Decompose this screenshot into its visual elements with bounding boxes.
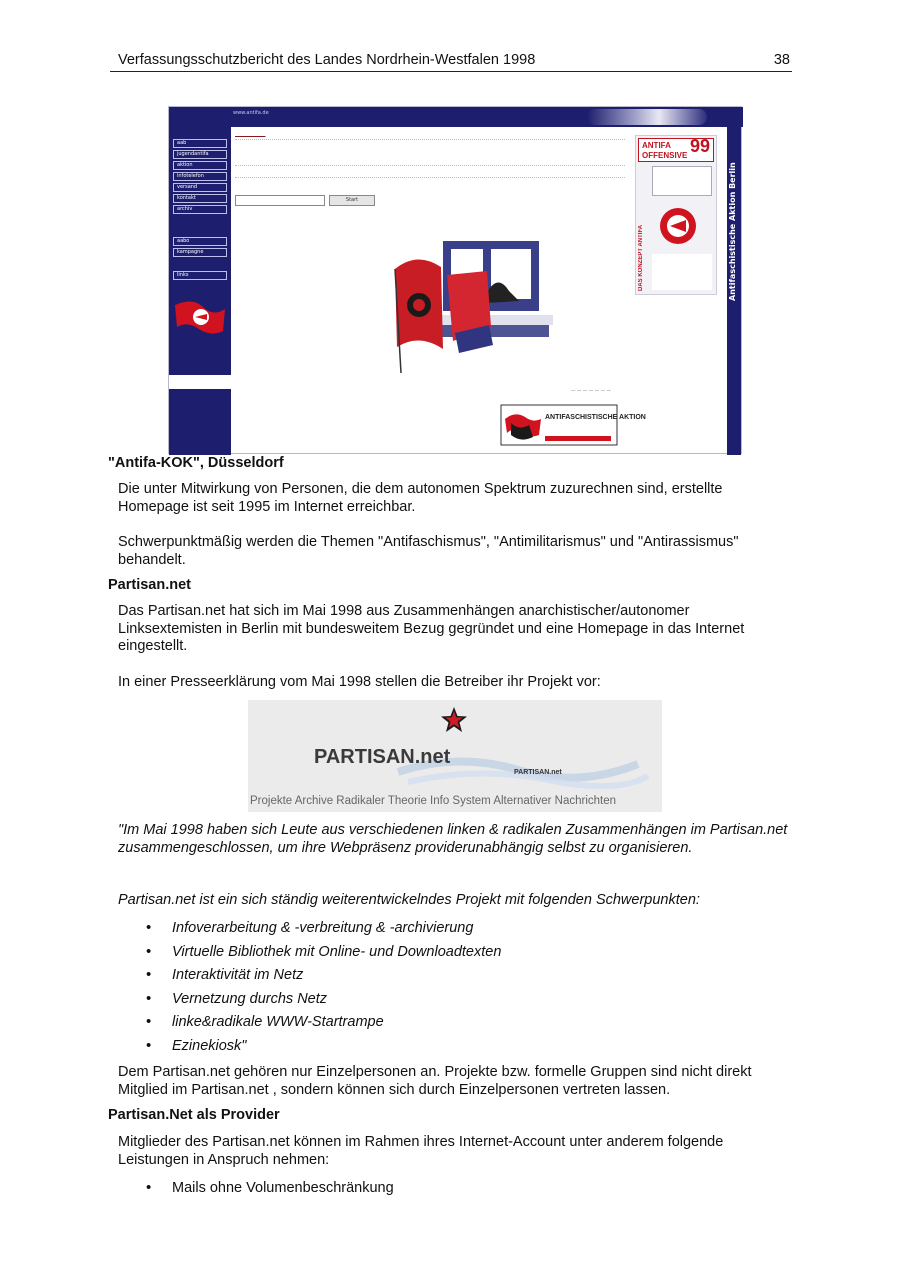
list-item: • Ezinekiosk": [146, 1038, 501, 1062]
paragraph: Die unter Mitwirkung von Personen, die dem autonomen Spektrum zuzurechnen sind, erstellte Homepage ist seit 1995 im Internet erreichbar.: [118, 481, 723, 515]
paragraph: Dem Partisan.net gehören nur Einzelpersonen an. Projekte bzw. formelle Gruppen sind nicht direkt Mitglied im Partisan.net , sondern können sich durch Einzelpersonen vertreten lassen.: [118, 1064, 752, 1098]
website-nav-item: archiv: [173, 205, 227, 214]
list-item: • Vernetzung durchs Netz: [146, 991, 501, 1015]
website-text-line: [235, 143, 625, 157]
website-search-button: Start: [329, 195, 375, 206]
website-nav-item: links: [173, 271, 227, 280]
document-title: Verfassungsschutzbericht des Landes Nordrhein-Westfalen 1998: [118, 52, 536, 68]
website-left-nav: [169, 107, 231, 455]
antifa-flag-icon: [173, 297, 227, 337]
website-search-input: [235, 195, 325, 206]
website-text-line: [235, 157, 625, 166]
website-content-text: [235, 131, 625, 181]
page-header: [110, 52, 792, 72]
website-nav-item: jugendantifa: [173, 150, 227, 159]
banner-wordmark: PARTISAN.net: [314, 746, 451, 768]
website-url: www.antifa.de: [233, 110, 269, 116]
list-item: • Mails ohne Volumenbeschränkung: [146, 1180, 394, 1204]
website-nav-gap: [169, 375, 231, 389]
figure-caption: "Antifa-KOK", Düsseldorf: [108, 455, 284, 471]
promo-address-box: [652, 254, 712, 290]
badge-label: ANTIFA OFFENSIVE: [642, 141, 688, 160]
website-nav-item: aabo: [173, 237, 227, 246]
banner-small-wordmark: PARTISAN.net: [514, 769, 562, 776]
badge-number: 99: [689, 136, 710, 156]
red-star-icon: [440, 706, 468, 734]
page-number: 38: [773, 52, 790, 68]
website-text-line: [235, 131, 625, 140]
banner-tagline: Projekte Archive Radikaler Theorie Info System Alternativer Nachrichten: [250, 795, 617, 807]
section-heading: Partisan.net: [108, 577, 191, 593]
website-nav-item: aab: [173, 139, 227, 148]
website-updated-note: — — — — — — —: [571, 389, 612, 394]
promo-info-box: [652, 166, 712, 196]
list-item: • Infoverarbeitung & -verbreitung & -archivierung: [146, 920, 501, 944]
focus-list: [146, 920, 501, 1061]
paragraph: Schwerpunktmäßig werden die Themen "Antifaschismus", "Antimilitarismus" und "Antirassismus" behandelt.: [118, 534, 739, 568]
website-right-bar: [727, 107, 741, 455]
antifa-offensive-badge: [638, 138, 714, 162]
antifaschistische-aktion-logo: [501, 405, 646, 445]
website-vertical-title: Antifaschistische Aktion Berlin: [728, 162, 737, 301]
flags-balcony-image: [359, 229, 559, 379]
section-heading: Partisan.Net als Provider: [108, 1107, 280, 1123]
antifa-emblem-icon: [658, 206, 698, 246]
paragraph: Mitglieder des Partisan.net können im Rahmen ihres Internet-Account unter anderem folgende Leistungen in Anspruch nehmen:: [118, 1134, 724, 1168]
promo-side-text: DAS KONZEPT ANTIFA: [638, 224, 644, 291]
website-header-graphic: [587, 109, 707, 125]
website-text-line: [235, 169, 625, 178]
list-item: • Virtuelle Bibliothek mit Online- und Downloadtexten: [146, 944, 501, 968]
website-nav-item: infotelefon: [173, 172, 227, 181]
logo-text: ANTIFASCHISTISCHE AKTION: [545, 414, 646, 421]
website-topbar: [169, 107, 743, 127]
paragraph: In einer Presseerklärung vom Mai 1998 stellen die Betreiber ihr Projekt vor:: [118, 674, 601, 690]
antifa-website-screenshot: [168, 106, 742, 454]
website-nav-item: versand: [173, 183, 227, 192]
list-item: • Interaktivität im Netz: [146, 967, 501, 991]
paragraph: Das Partisan.net hat sich im Mai 1998 aus Zusammenhängen anarchistischer/autonomer Linksextemisten in Berlin mit bundesweitem Bezug gegründet und eine Homepage in das Internet eingestellt.: [118, 603, 745, 654]
quote-paragraph: "Im Mai 1998 haben sich Leute aus verschiedenen linken & radikalen Zusammenhängen im Partisan.net zusammengeschlossen, um ihre Webpräsenz providerunabhängig selbst zu organisieren.: [118, 822, 788, 856]
website-nav-item: kampagne: [173, 248, 227, 257]
website-promo-box: [635, 135, 717, 295]
website-nav-item: aktion: [173, 161, 227, 170]
quote-paragraph: Partisan.net ist ein sich ständig weiterentwickelndes Projekt mit folgenden Schwerpunkten:: [118, 892, 700, 908]
website-nav-item: kontakt: [173, 194, 227, 203]
list-item: • linke&radikale WWW-Startrampe: [146, 1014, 501, 1038]
partisan-net-banner: [248, 700, 662, 812]
services-list: [146, 1180, 394, 1204]
